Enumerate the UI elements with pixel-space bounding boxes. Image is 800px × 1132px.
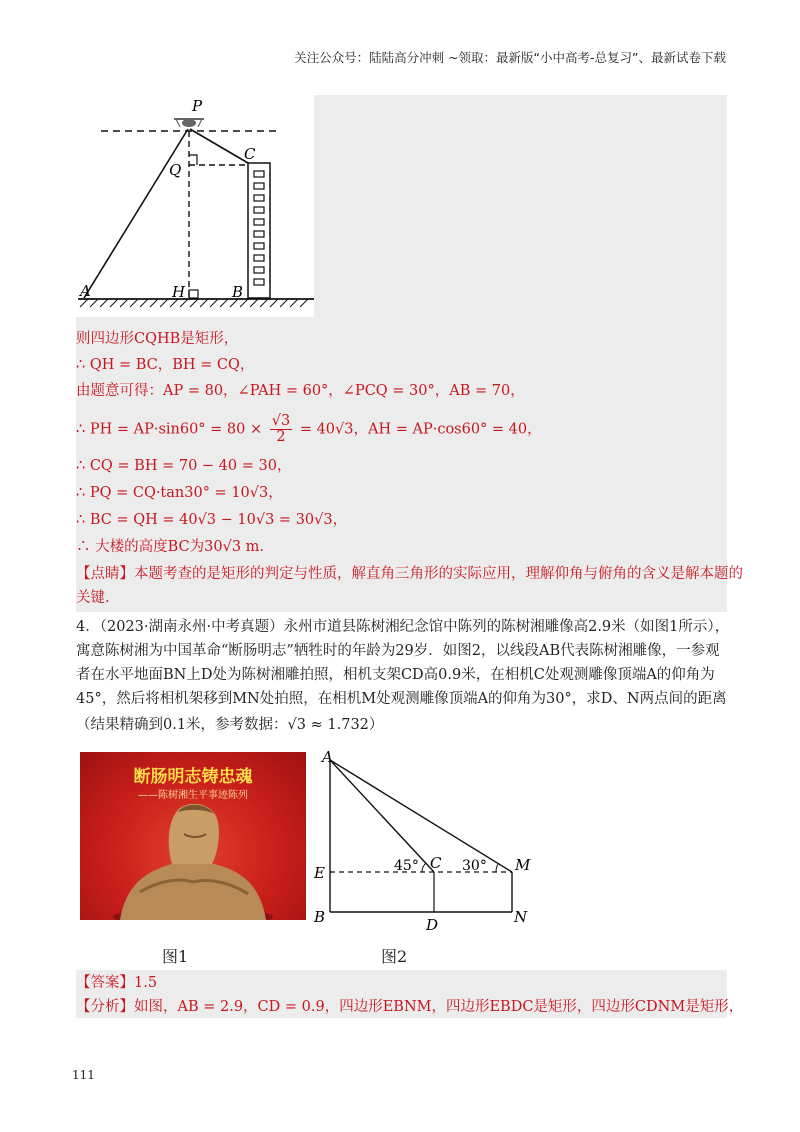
fraction-denominator: 2 (276, 429, 286, 445)
solution-line-7: ∴ BC = QH = 40√3 − 10√3 = 30√3， (76, 512, 348, 528)
solution-line-4 (76, 414, 542, 445)
solution-line-5: ∴ CQ = BH = 70 − 40 = 30， (76, 458, 292, 474)
drone-icon (174, 119, 204, 127)
right-angle-Q (189, 155, 197, 165)
building-drone-figure (76, 95, 316, 317)
angle-label-30: 30° (462, 858, 487, 874)
solution-line-6: ∴ PQ = CQ·tan30° = 10√3， (76, 485, 283, 501)
label-E: E (314, 864, 325, 882)
answer-line (76, 972, 157, 994)
label-B: B (232, 283, 244, 301)
comment-tag: 【点睛】 (76, 566, 134, 582)
photo-subtitle: ——陈树湘生平事迹陈列 (138, 790, 248, 801)
solution-line-3: 由题意可得：AP = 80，∠PAH = 60°，∠PCQ = 30°，AB = 70， (76, 383, 525, 399)
question-line-2: 寓意陈树湘为中国革命“断肠明志”牺牲时的年龄为29岁．如图2，以线段AB代表陈树湘雕像，一参观 (76, 643, 720, 659)
label-B2: B (314, 908, 326, 926)
label-P: P (192, 97, 203, 115)
caption-figure-1: 图1 (162, 947, 189, 966)
ground-hatching (80, 299, 308, 307)
line-AC (330, 760, 434, 872)
question-line-1: 4．（2023·湖南永州·中考真题）永州市道县陈树湘纪念馆中陈列的陈树湘雕像高2.9米（如图1所示）， (76, 619, 730, 635)
geometry-figure-2 (310, 748, 540, 938)
analysis-text: 如图，AB = 2.9，CD = 0.9，四边形EBNM，四边形EBDC是矩形，四边形CDNM是矩形， (134, 999, 744, 1015)
question-line-3: 者在水平地面BN上D处为陈树湘雕拍照，相机支架CD高0.9米，在相机C处观测雕像顶端A的仰角为 (76, 667, 715, 683)
question-line-5: （结果精确到0.1米，参考数据：√3 ≈ 1.732） (76, 717, 384, 733)
solution-line-4-a: ∴ PH = AP·sin60° = 80 × (76, 421, 263, 438)
angle-label-45: 45° (394, 858, 419, 874)
solution-line-8: ∴ 大楼的高度BC为30√3 m. (76, 539, 265, 555)
caption-figure-2: 图2 (381, 947, 408, 966)
fraction (270, 414, 292, 445)
angle-arc-C (422, 863, 426, 872)
line-AP (84, 129, 188, 298)
answer-value: 1.5 (134, 975, 158, 991)
photo-title: 断肠明志铸忠魂 (133, 767, 253, 787)
label-N: N (514, 908, 528, 926)
fraction-numerator: √3 (271, 413, 291, 429)
solution-line-1: 则四边形CQHB是矩形， (76, 331, 239, 347)
page-header: 关注公众号：陆陆高分冲刺 ~领取：最新版“小中高考-总复习”、最新试卷下载 (294, 50, 726, 65)
label-H: H (172, 283, 186, 301)
right-angle-H (189, 290, 198, 298)
label-A2: A (322, 748, 333, 766)
analysis-line (76, 996, 743, 1018)
label-C: C (244, 145, 256, 163)
label-M: M (515, 856, 531, 874)
solution-line-4-b: = 40√3，AH = AP·cos60° = 40， (299, 421, 542, 438)
statue-bust-icon (80, 752, 306, 920)
comment-line-2: 关键. (76, 590, 110, 606)
comment-line-1 (76, 563, 743, 585)
question-line-4: 45°，然后将相机架移到MN处拍照，在相机M处观测雕像顶端A的仰角为30°，求D、N两点间的距离 (76, 691, 727, 707)
answer-tag: 【答案】 (76, 975, 134, 991)
angle-arc-M (496, 864, 498, 872)
label-C2: C (430, 854, 442, 872)
comment-text-1: 本题考查的是矩形的判定与性质，解直角三角形的实际应用，理解仰角与俯角的含义是解本题的 (134, 566, 743, 582)
statue-photo (80, 752, 306, 920)
line-AM (330, 760, 512, 872)
label-A: A (80, 282, 91, 300)
label-Q: Q (169, 161, 182, 179)
solution-line-2: ∴ QH = BC，BH = CQ， (76, 357, 255, 373)
label-D: D (426, 916, 439, 934)
page-number: 111 (72, 1068, 95, 1082)
line-PC (190, 129, 248, 163)
analysis-tag: 【分析】 (76, 999, 134, 1015)
